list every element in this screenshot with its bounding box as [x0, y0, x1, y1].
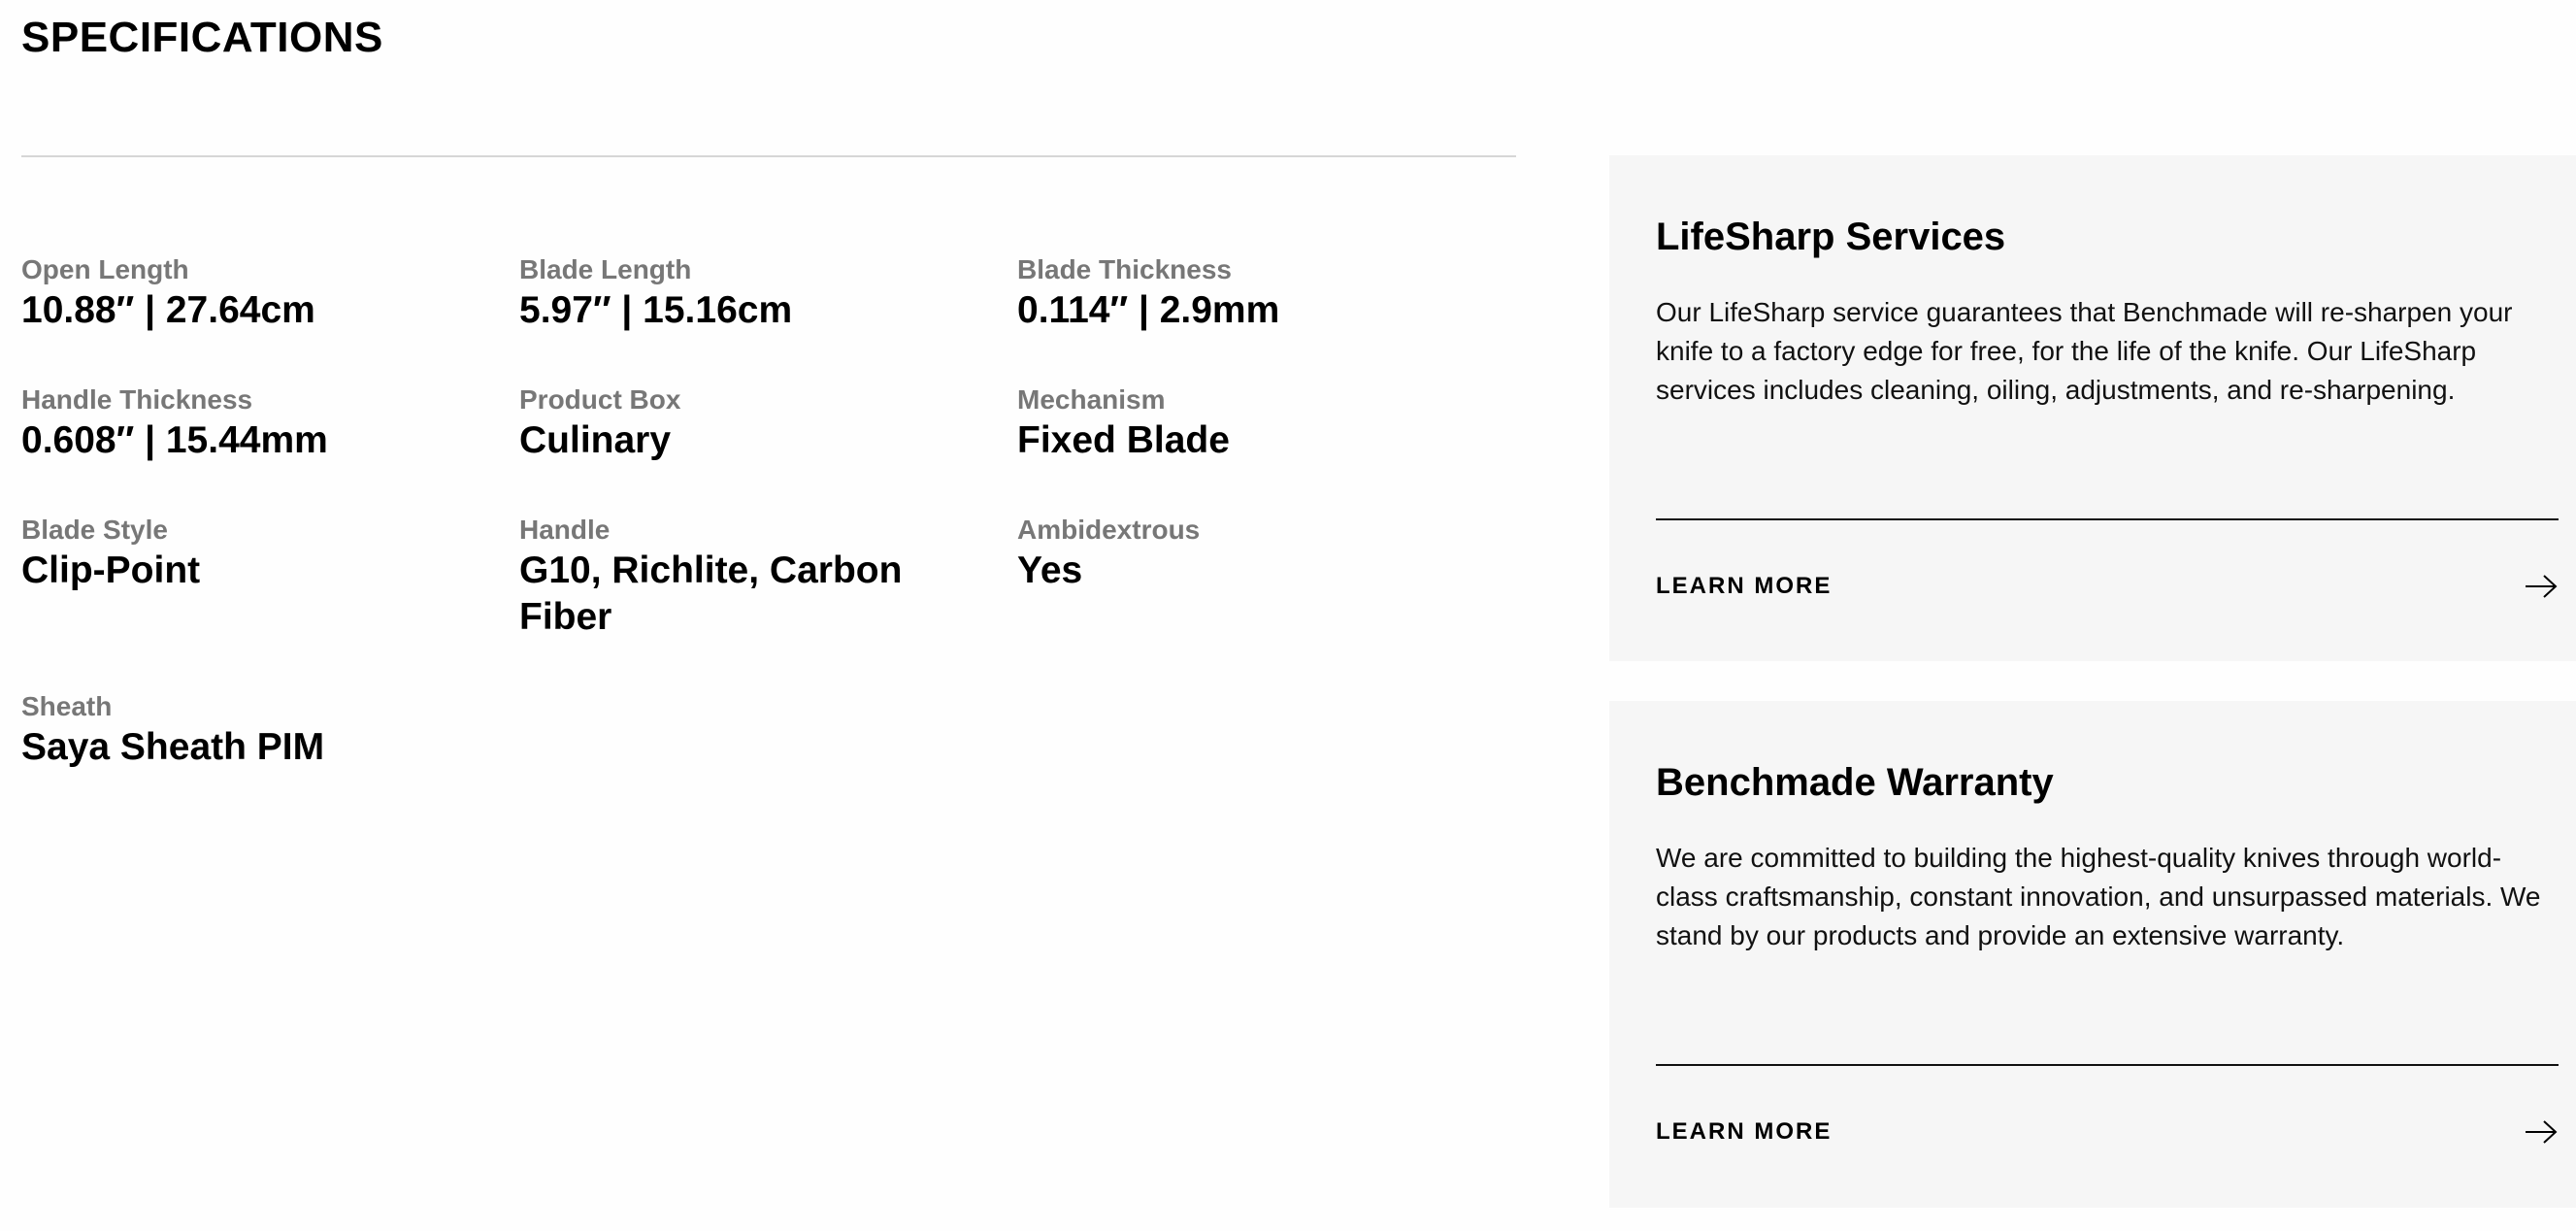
spec-value: 0.114″ | 2.9mm: [1017, 289, 1280, 331]
spec-value: Yes: [1017, 549, 1083, 591]
spec-value: Clip-Point: [21, 549, 201, 591]
spec-label: Product Box: [519, 384, 681, 415]
spec-blade-length: [519, 254, 1017, 334]
arrow-right-icon: [2524, 573, 2559, 600]
spec-label: Blade Thickness: [1017, 254, 1232, 284]
spec-blade-style: [21, 515, 519, 641]
lifesharp-learn-more-link[interactable]: [1656, 567, 2559, 606]
spec-handle-thickness: [21, 384, 519, 464]
spec-ambidextrous: [1017, 515, 1515, 641]
spec-value: 10.88″ | 27.64cm: [21, 289, 315, 331]
section-divider: [21, 155, 1516, 157]
spec-value: 0.608″ | 15.44mm: [21, 419, 328, 461]
benchmade-warranty-card: [1609, 701, 2576, 1208]
spec-label: Mechanism: [1017, 384, 1166, 415]
spec-label: Blade Style: [21, 515, 168, 545]
card-description: We are committed to building the highest-quality knives through world-class craftsmanship, constant innovation, and unsurpassed materials. We stand by our products and provide an extensive warranty.: [1656, 843, 2541, 950]
spec-mechanism: [1017, 384, 1515, 464]
card-title: LifeSharp Services: [1656, 216, 2006, 258]
spec-grid: [21, 254, 1536, 771]
warranty-learn-more-link[interactable]: [1656, 1113, 2559, 1151]
spec-label: Handle: [519, 515, 611, 545]
spec-blade-thickness: [1017, 254, 1515, 334]
card-divider: [1656, 518, 2559, 520]
spec-value: Saya Sheath PIM: [21, 726, 325, 768]
learn-more-label: LEARN MORE: [1656, 573, 1833, 599]
lifesharp-services-card: [1609, 155, 2576, 661]
spec-label: Ambidextrous: [1017, 515, 1201, 545]
card-description: Our LifeSharp service guarantees that Benchmade will re-sharpen your knife to a factory edge for free, for the life of the knife. Our LifeSharp services includes cleaning, oiling, adjustments, and re-sharpening.: [1656, 297, 2513, 405]
spec-label: Handle Thickness: [21, 384, 253, 415]
spec-label: Open Length: [21, 254, 189, 284]
arrow-right-icon: [2524, 1118, 2559, 1146]
spec-label: Sheath: [21, 691, 113, 721]
spec-value: Fixed Blade: [1017, 419, 1230, 461]
learn-more-label: LEARN MORE: [1656, 1118, 1833, 1145]
spec-sheath: [21, 691, 519, 771]
spec-handle: [519, 515, 1017, 641]
spec-value: G10, Richlite, Carbon Fiber: [519, 549, 903, 638]
spec-value: 5.97″ | 15.16cm: [519, 289, 793, 331]
spec-value: Culinary: [519, 419, 672, 461]
spec-label: Blade Length: [519, 254, 692, 284]
page-title: SPECIFICATIONS: [21, 14, 383, 61]
card-title: Benchmade Warranty: [1656, 761, 2054, 804]
spec-product-box: [519, 384, 1017, 464]
card-divider: [1656, 1064, 2559, 1066]
spec-open-length: [21, 254, 519, 334]
